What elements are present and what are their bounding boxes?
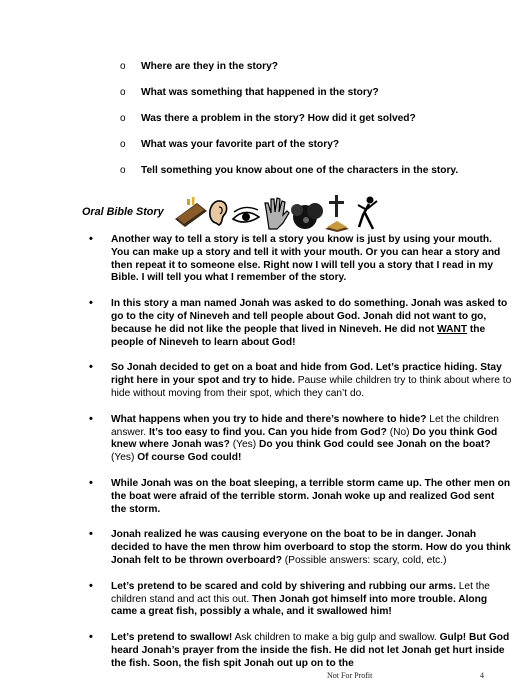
paragraph-text [111,529,511,566]
paragraph-text [111,632,509,669]
hand-icon [265,198,289,229]
paragraph-text [111,362,511,399]
text-run: It’s too easy to find you. Can you hide from God? [148,426,387,438]
question-text: What was something that happened in the story? [141,87,379,98]
text-run: Ask children to make a big gulp and swallow. [232,632,440,644]
question-text: Was there a problem in the story? How did it get solved? [141,113,416,124]
text-run: Let the children answer. [111,413,499,438]
question-text: What was your favorite part of the story? [141,139,340,150]
ear-icon [210,201,227,225]
text-run: Another way to tell a story is tell a story you know is just by using your mouth. You can make up a story and tell it with your mouth. Or you can hear a story and then repeat it to someone else. Right now I will tell you a story that I read in my Bible. I will tell you what I remember of the story. [111,234,501,284]
question-item [118,164,518,177]
text-run: While Jonah was on the boat sleeping, a terrible storm came up. The other men on the boat were afraid of the terrible storm. Jonah woke up and realized God sent the storm. [111,477,511,515]
text-run: Then Jonah got himself into more trouble. Along came a great fish, possibly a whale, and it swallowed him! [111,593,488,618]
circle-bullet-icon: o [120,113,126,124]
praying-heads-icon [291,203,323,229]
paragraph-text [111,298,507,347]
text-run: Gulp! But God heard Jonah’s prayer from the inside the fish. He did not let Jonah get hurt inside the fish. Soon, the fish spit Jonah out up on to the [111,632,510,669]
cross-bible-icon [325,195,349,232]
bullet-dot: • [89,528,93,541]
bible-book-icon [175,197,207,227]
paragraph-text [111,234,500,283]
bullet-paragraph [87,234,512,285]
eye-icon [233,207,259,222]
bullet-paragraph [87,362,512,400]
question-item [118,138,518,151]
circle-bullet-icon: o [120,139,126,150]
bullet-dot: • [89,361,93,374]
text-run: Let’s pretend to be scared and cold by shivering and rubbing our arms. [111,580,456,592]
circle-bullet-icon: o [120,165,126,176]
text-run: Do you think God could see Jonah on the boat? [258,439,491,451]
bullet-dot: • [89,233,93,245]
bullet-paragraph [87,298,512,349]
question-text: Tell something you know about one of the characters in the story. [141,165,459,176]
senses-icon-strip [173,193,453,233]
text-run: (Yes) [111,452,138,464]
dancing-person-icon [358,197,377,230]
text-run: Of course God could! [137,452,242,464]
circle-bullet-icon: o [120,87,126,98]
section-title: Oral Bible Story [82,206,164,218]
text-run: Pause while children try to think about where to hide without moving from their spot, which they can’t do. [111,375,512,399]
text-run: What happens when you try to hide and there’s nowhere to hide? [111,413,427,425]
text-run: (Yes) [229,439,259,451]
bullet-paragraph [87,632,512,670]
text-run: Do you think God knew where Jonah was? [111,426,498,451]
question-item [118,112,518,125]
text-run: the people of Nineveh to learn about God! [111,323,486,348]
circle-bullet-icon: o [120,61,126,72]
paragraph-text [111,478,510,515]
bullet-paragraph [87,529,512,567]
story-bullet-list [87,234,512,684]
text-run: Jonah realized he was causing everyone on the boat to be in danger. Jonah decided to have the men throw him overboard to stop the storm. How do you think Jonah felt to be thrown overboard? [111,529,511,566]
bullet-paragraph [87,414,512,465]
paragraph-text [111,581,490,618]
question-item [118,60,518,73]
bullet-dot: • [89,476,93,489]
bullet-dot: • [89,297,93,310]
text-run: (No) [386,426,413,438]
section-header [82,193,522,233]
bullet-paragraph [87,478,512,516]
page-number: 4 [480,671,484,680]
text-run: WANT [437,323,468,335]
text-run: So Jonah decided to get on a boat and hide from God. Let’s practice hiding. Stay right here in your spot and try to hide. [111,362,502,387]
bullet-dot: • [89,631,93,644]
footer-note: Not For Profit [327,671,373,680]
paragraph-text [111,414,499,463]
question-list [118,60,518,190]
text-run: Let the children stand and act this out. [111,580,490,605]
text-run: In this story a man named Jonah was asked to do something. Jonah was asked to go to the city of Nineveh and tell people about God. Jonah did not want to go, because he did not like the people that lived in Nineveh. He did not [111,298,508,335]
question-text: Where are they in the story? [141,61,278,72]
text-run: (Possible answers: scary, cold, etc.) [281,554,447,566]
question-item [118,86,518,99]
text-run: Let’s pretend to swallow! [111,632,233,644]
bullet-dot: • [89,579,93,592]
bullet-paragraph [87,581,512,619]
bullet-dot: • [89,412,93,425]
